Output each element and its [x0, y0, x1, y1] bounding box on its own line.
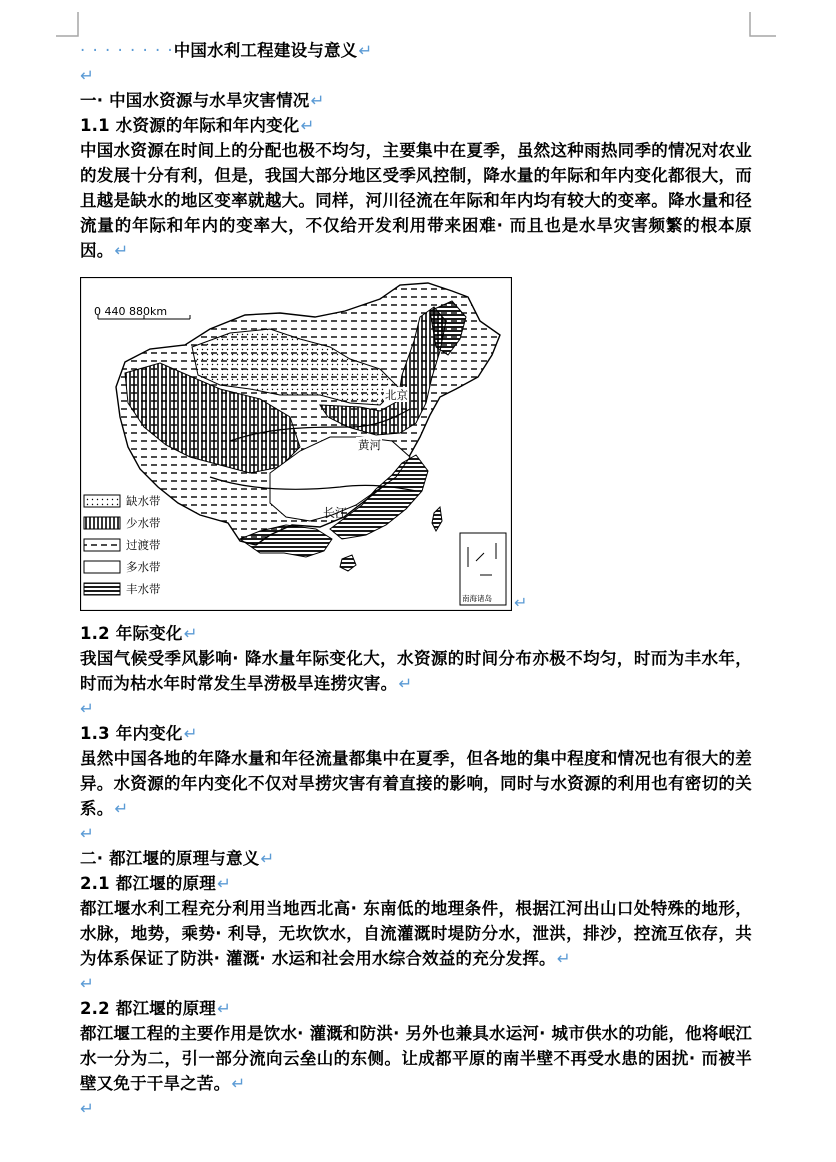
corner-mark-top-left — [56, 12, 82, 40]
section-2-2-heading: 2.2 都江堰的原理↵ — [80, 999, 232, 1018]
document-page — [80, 38, 752, 1121]
section-2-1-paragraph: 都江堰水利工程充分利用当地西北高· 东南低的地理条件，根据江河出山口处特殊的地形，水脉，地势，乘势· 利导，无坎饮水，自流灌溉时堤防分水，泄洪，排沙，控流互依存，共为体系保证了防洪· 灌溉· 水运和社会用水综合效益的充分发挥。↵ — [80, 899, 752, 968]
section-1-2-heading: 1.2 年际变化↵ — [80, 624, 198, 643]
legend-item: 过渡带 — [126, 538, 161, 552]
empty-paragraph: ↵ — [80, 66, 94, 85]
document-title-line — [80, 38, 752, 63]
legend-item: 丰水带 — [126, 582, 161, 596]
label-huanghe: 黄河 — [358, 438, 381, 452]
section-2-2-paragraph: 都江堰工程的主要作用是饮水· 灌溉和防洪· 另外也兼具水运河· 城市供水的功能，他将岷江水一分为二，引一部分流向云垒山的东侧。让成都平原的南半壁不再受水患的困扰· 而被半壁又免于干旱之苦。↵ — [80, 1024, 752, 1093]
legend-item: 少水带 — [126, 516, 161, 530]
empty-paragraph: ↵ — [80, 699, 94, 718]
document-title: 中国水利工程建设与意义 — [173, 41, 358, 60]
section-1-3-heading: 1.3 年内变化↵ — [80, 724, 198, 743]
title-indent-dots: · · · · · · · · — [80, 41, 174, 60]
svg-text:0 440 880km: 0 440 880km — [94, 305, 168, 318]
section-1-1-paragraph: 中国水资源在时间上的分配也极不均匀，主要集中在夏季，虽然这种雨热同季的情况对农业的发展十分有利，但是，我国大部分地区受季风控制，降水量的年际和年内变化都很大，而且越是缺水的地区变率就越大。同样，河川径流在年际和年内均有较大的变率。降水量和径流量的年际和年内的变率大，不仅给开发利用带来困难· 而且也是水旱灾害频繁的根本原因。↵ — [80, 141, 752, 260]
figure-paragraph-mark: ↵ — [514, 593, 528, 612]
section-1-1-heading: 1.1 水资源的年际和年内变化↵ — [80, 116, 315, 135]
corner-mark-top-right — [748, 12, 778, 40]
legend-item: 多水带 — [126, 560, 161, 574]
label-changjiang: 长江 — [323, 506, 348, 520]
inset-label: 南海诸岛 — [462, 594, 492, 603]
section-1-heading: 一· 中国水资源与水旱灾害情况↵ — [80, 91, 325, 110]
label-beijing: 北京 — [385, 388, 408, 402]
section-1-2-paragraph: 我国气候受季风影响· 降水量年际变化大，水资源的时间分布亦极不均匀，时而为丰水年，时而为枯水年时常发生旱涝极旱连捞灾害。↵ — [80, 649, 752, 693]
legend-item: 缺水带 — [126, 494, 161, 508]
map-figure — [80, 277, 512, 611]
paragraph-mark: ↵ — [358, 41, 373, 60]
section-1-3-paragraph: 虽然中国各地的年降水量和年径流量都集中在夏季，但各地的集中程度和情况也有很大的差异。水资源的年内变化不仅对旱捞灾害有着直接的影响，同时与水资源的利用也有密切的关系。↵ — [80, 749, 752, 818]
section-2-heading: 二· 都江堰的原理与意义↵ — [80, 849, 275, 868]
section-2-1-heading: 2.1 都江堰的原理↵ — [80, 874, 232, 893]
empty-paragraph: ↵ — [80, 1099, 94, 1118]
china-water-resources-map — [80, 277, 528, 612]
empty-paragraph: ↵ — [80, 974, 94, 993]
empty-paragraph: ↵ — [80, 824, 94, 843]
